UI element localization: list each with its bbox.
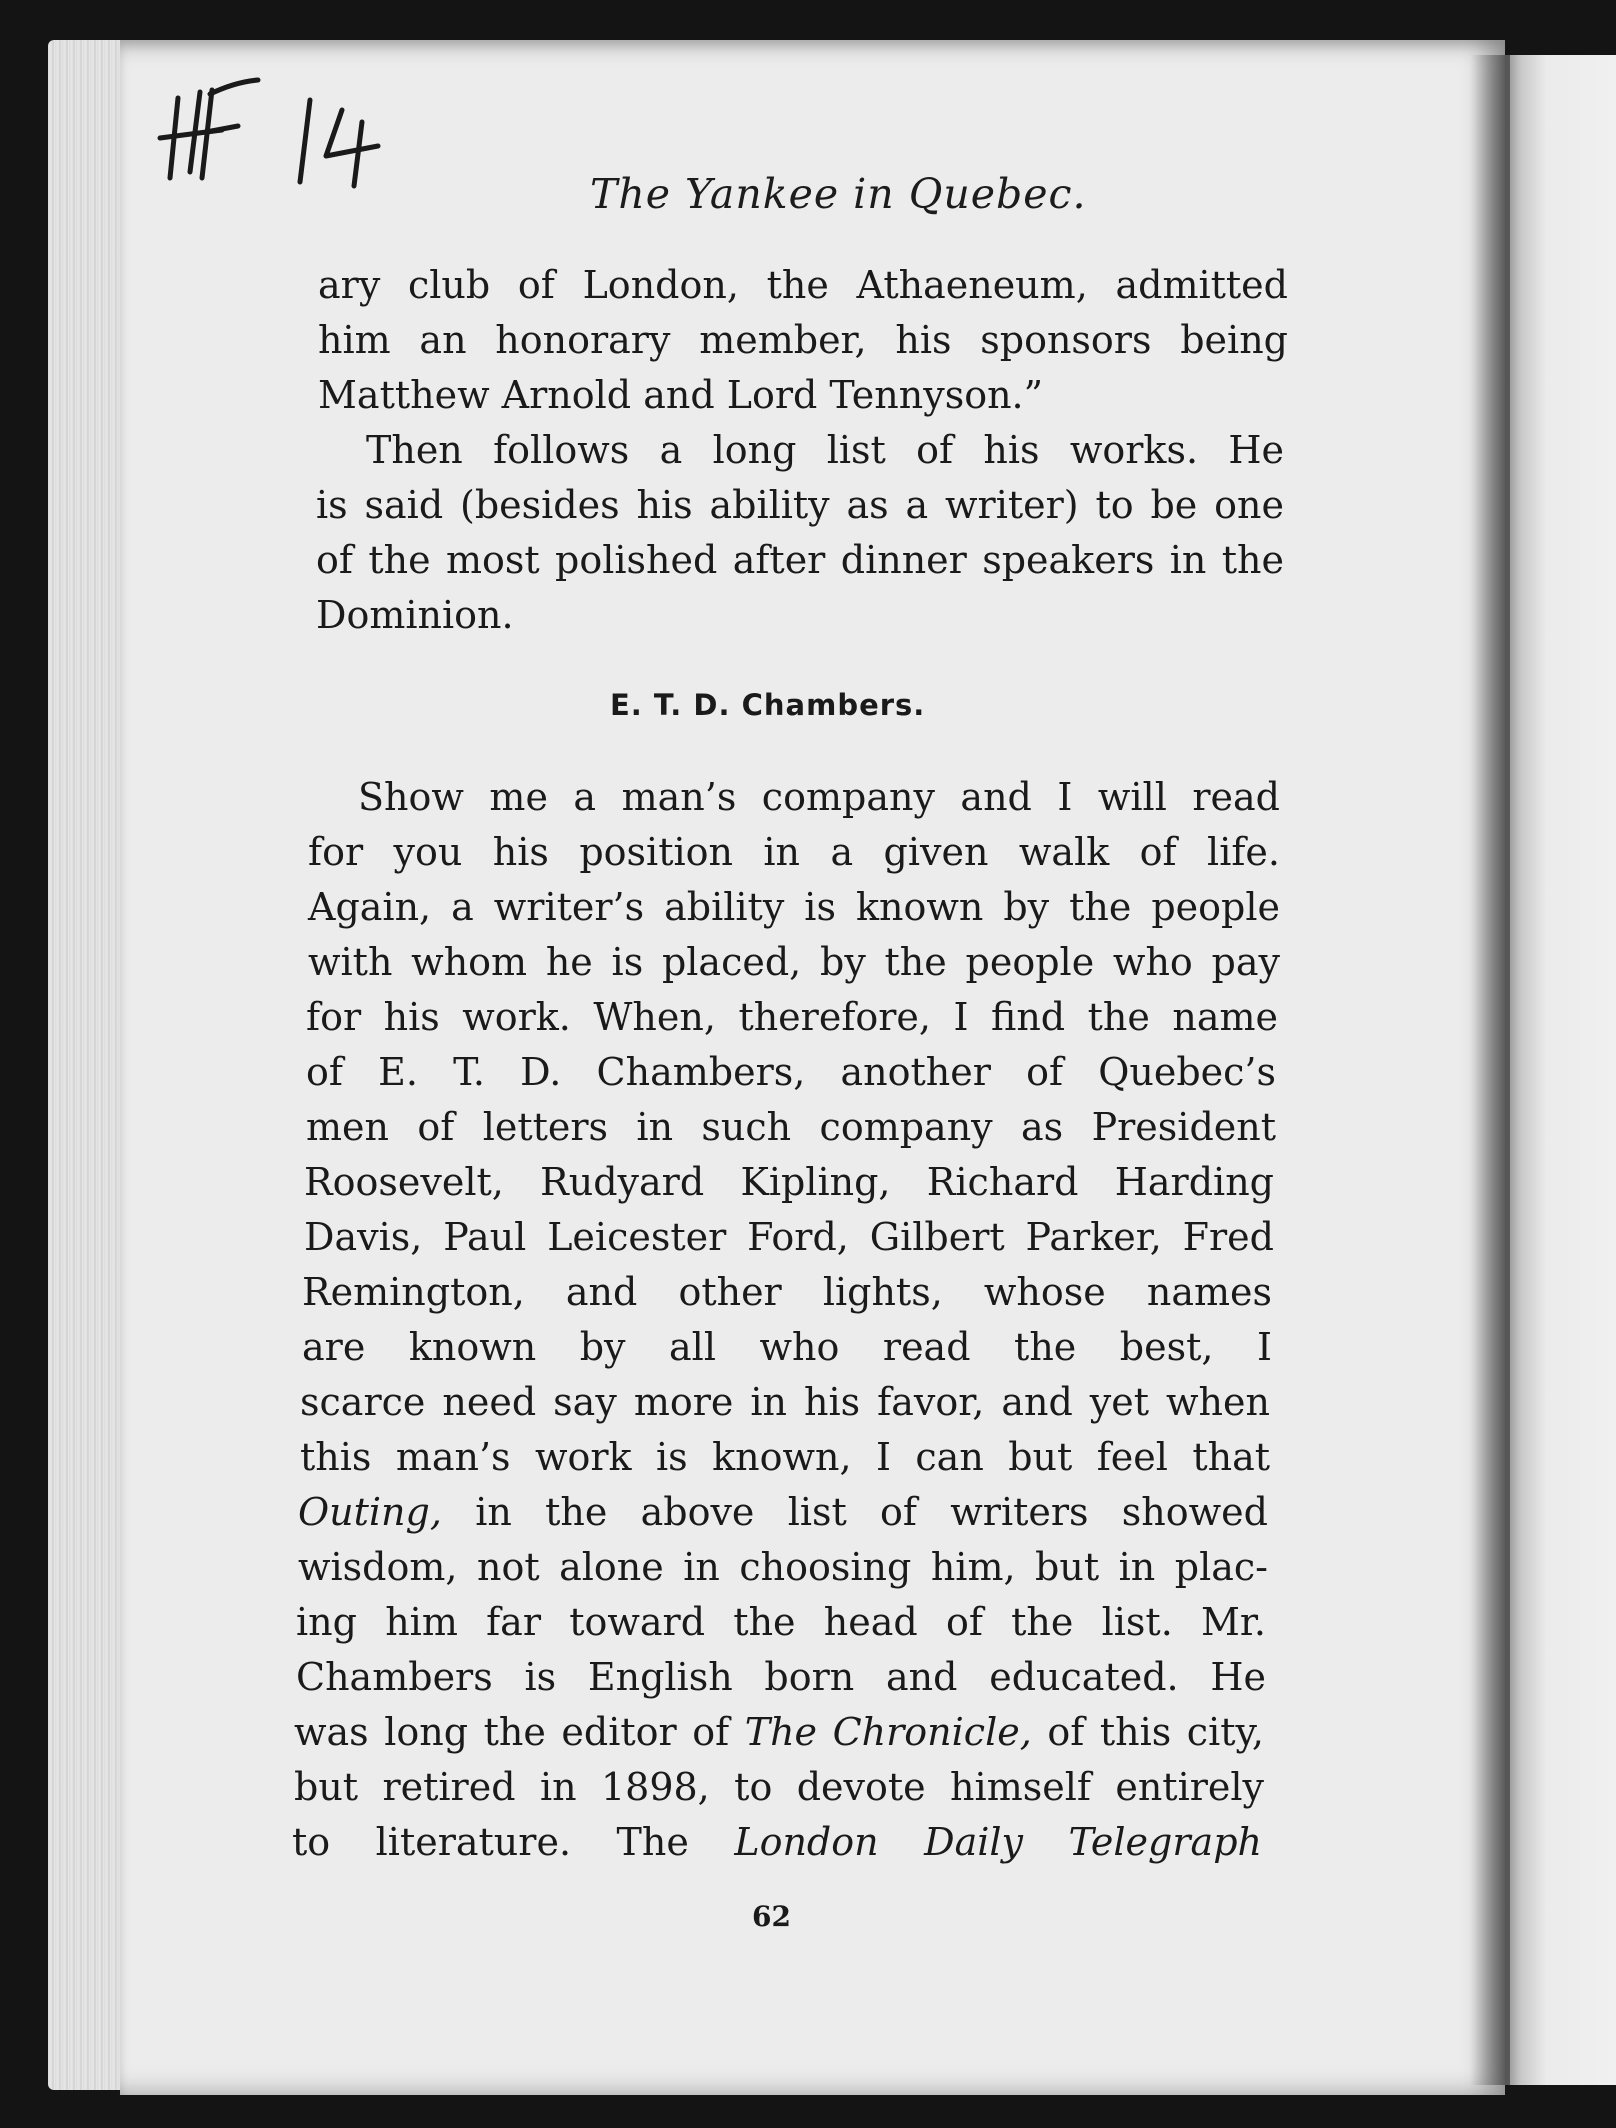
text-line: for you his position in a given walk of life.: [308, 830, 1280, 874]
text-line: Davis, Paul Leicester Ford, Gilbert Parker, Fred: [304, 1215, 1274, 1259]
text-line: is said (besides his ability as a writer) to be one: [316, 483, 1284, 527]
text-line: Chambers is English born and educated. He: [296, 1655, 1266, 1699]
text-span: in the above list of writers showed: [441, 1490, 1268, 1534]
text-line: Dominion.: [316, 593, 514, 637]
handwritten-annotation: [150, 60, 410, 190]
text-line: are known by all who read the best, I: [302, 1325, 1272, 1369]
italic-title-telegraph: London Daily Telegraph: [734, 1820, 1262, 1864]
text-line: ing him far toward the head of the list. Mr.: [296, 1600, 1266, 1644]
text-line: but retired in 1898, to devote himself entirely: [294, 1765, 1264, 1809]
text-line: Again, a writer’s ability is known by the people: [308, 885, 1280, 929]
facing-page-edge: [1500, 55, 1616, 2085]
text-line: this man’s work is known, I can but feel that: [300, 1435, 1270, 1479]
text-line: of the most polished after dinner speakers in the: [316, 538, 1284, 582]
text-line-chronicle: [294, 1705, 1264, 1760]
gutter-shadow: [1470, 55, 1510, 2085]
text-line: with whom he is placed, by the people who pay: [308, 940, 1280, 984]
text-line: men of letters in such company as President: [306, 1105, 1276, 1149]
text-line: Then follows a long list of his works. He: [366, 428, 1284, 472]
text-line: wisdom, not alone in choosing him, but in plac-: [298, 1545, 1268, 1589]
italic-title-chronicle: The Chronicle,: [744, 1710, 1032, 1754]
text-span: to literature. The: [292, 1820, 735, 1864]
text-line: Remington, and other lights, whose names: [302, 1270, 1272, 1314]
text-line: scarce need say more in his favor, and yet when: [300, 1380, 1270, 1424]
text-line-outing: [298, 1485, 1268, 1540]
running-head: The Yankee in Quebec.: [590, 170, 1087, 218]
text-span: of this city,: [1031, 1710, 1264, 1754]
text-line: Matthew Arnold and Lord Tennyson.”: [318, 373, 1044, 417]
text-line: ary club of London, the Athaeneum, admitted: [318, 263, 1288, 307]
text-line-telegraph: [292, 1815, 1262, 1870]
text-span: was long the editor of: [294, 1710, 745, 1754]
italic-title-outing: Outing,: [298, 1490, 442, 1534]
text-line: him an honorary member, his sponsors being: [318, 318, 1288, 362]
text-line: of E. T. D. Chambers, another of Quebec’s: [306, 1050, 1276, 1094]
text-line: for his work. When, therefore, I find the name: [306, 995, 1278, 1039]
text-line: Show me a man’s company and I will read: [358, 775, 1280, 819]
page-number: 62: [752, 1900, 791, 1933]
text-line: Roosevelt, Rudyard Kipling, Richard Harding: [304, 1160, 1274, 1204]
section-heading: E. T. D. Chambers.: [610, 688, 926, 722]
